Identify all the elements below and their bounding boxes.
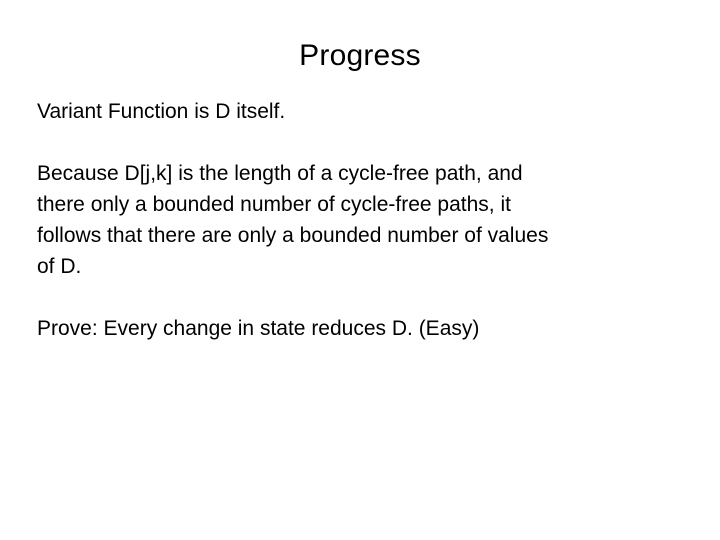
- text-line: Prove: Every change in state reduces D. (Easy): [37, 317, 480, 340]
- text-line: of D.: [37, 255, 82, 278]
- slide-body: [37, 96, 687, 375]
- paragraph-bounded-values: [37, 158, 687, 282]
- text-line: there only a bounded number of cycle-free paths, it: [37, 193, 511, 216]
- text-line: follows that there are only a bounded number of values: [37, 224, 549, 247]
- slide-title: Progress: [299, 39, 421, 72]
- paragraph-variant-function: [37, 96, 687, 127]
- paragraph-prove: [37, 313, 687, 344]
- text-line: Variant Function is D itself.: [37, 100, 286, 123]
- text-line: Because D[j,k] is the length of a cycle-free path, and: [37, 162, 523, 185]
